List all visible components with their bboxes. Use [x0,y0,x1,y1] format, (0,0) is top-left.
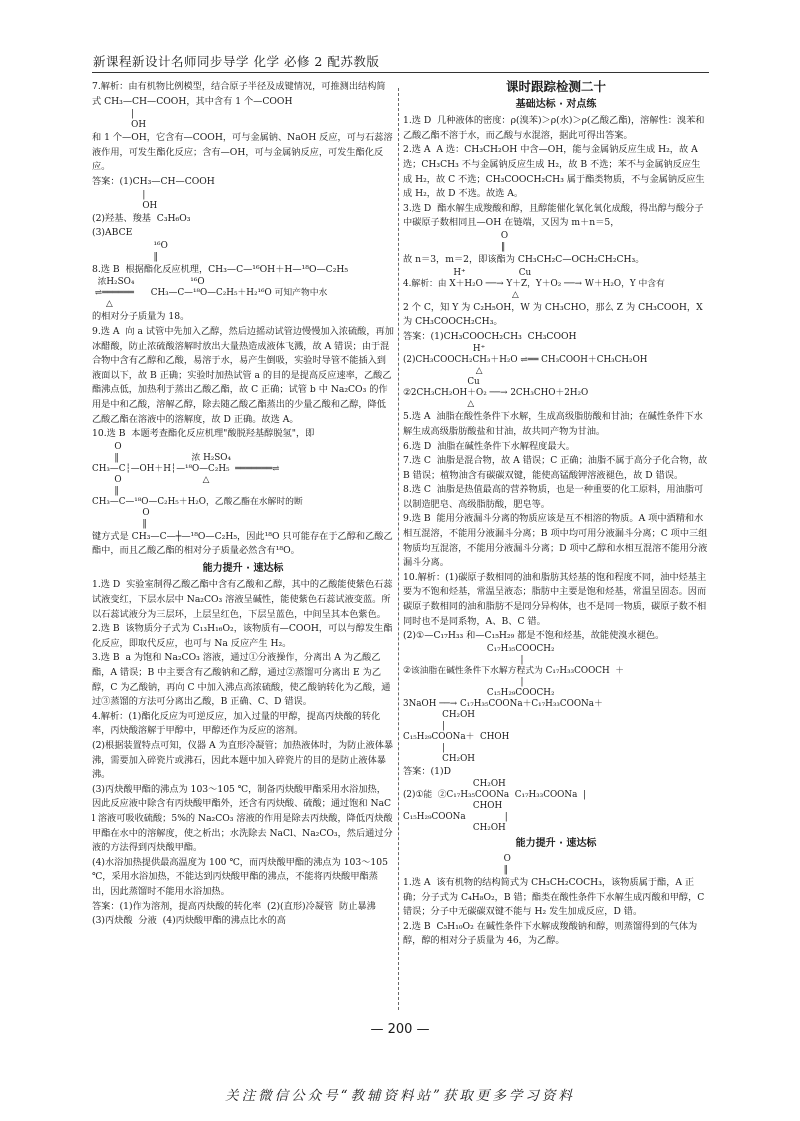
page-number: — 200 — [370,1022,430,1037]
q7-answer-3: (3)ABCE [92,227,133,239]
q8-formula-top: ¹⁶O ‖ [153,240,168,262]
r9-text: 9.选 B 能用分液漏斗分离的物质应该是互不相溶的物质。A 项中酒精和水相互混溶，不能用分液漏斗分离；B 项中均可用分液漏斗分离；C 项中三组物质均互混溶，不能用分液漏斗分离；D 项中乙醇和水相互混溶不能用分液漏斗分离。 [403,513,708,569]
q8-text-2: 的相对分子质量为 18。 [92,311,190,323]
c4-answer: 答案：(1)作为溶剂，提高丙炔酸的转化率 (2)(直形)冷凝管 防止暴沸 (3)丙炔酸 分液 (4)丙炔酸甲酯的沸点比水的高 [92,900,382,927]
q9-text: 9.选 A 向 a 试管中先加入乙醇，然后边摇动试管边慢慢加入浓硫酸，再加冰醋酸，防止浓硫酸溶解时放出大量热造成液体飞溅，故 A 错误；由于混合物中含有乙醇和乙酸，易溶于水，易产生倒吸，实验时导管不能插入到液面以下，故 B 正确；实验时加热试管 a 的目的是提高反应速率，乙酸乙酯沸点低，加热利于蒸出乙酸乙酯，故 C 正确；试管 b 中 Na₂CO₃ 的作用是中和乙酸，溶解乙醇，除去随乙酸乙酯蒸出的少量乙酸和乙醇，降低乙酸乙酯在溶液中的溶解度，故 D 正确。故选 A。 [92,325,394,425]
q7-formula: | OH [131,109,147,131]
worksheet-title: 课时跟踪检测二十 [505,79,606,94]
column-divider [398,88,399,1010]
q7-answer-2: (2)羟基、羧基 C₃H₆O₃ [92,212,191,224]
c1-text: 1.选 D 实验室制得乙酸乙酯中含有乙酸和乙醇，其中的乙酸能使紫色石蕊试液变红，下层水层中 Na₂CO₃ 溶液呈碱性，能使紫色石蕊试液变蓝。所以石蕊试液分为三层环，上层呈红色，下层呈蓝色，中间呈其本色紫色。 [92,579,393,620]
a2-text: 2.选 B C₅H₁₀O₂ 在碱性条件下水解成羧酸钠和醇，则蒸馏得到的气体为醇，醇的相对分子质量为 46，为乙醇。 [403,920,698,947]
a1-formula: O ‖ [503,854,511,875]
footer-note: 关注微信公众号“教辅资料站”获取更多学习资料 [225,1088,575,1104]
r4-answer: 答案：(1)CH₃COOCH₂CH₃ CH₃COOH [403,330,577,342]
q10-text-2: 键方式是 CH₃—C—┼—¹⁸O—C₂H₅，因此¹⁸O 只可能存在于乙醇和乙酸乙酯中，而且乙酸乙酯的相对分子质量必然含有¹⁸O。 [92,530,393,557]
r10-formula-2: 3NaOH ──→ C₁₇H₃₅COONa＋C₁₇H₃₃COONa＋ CH₂OH | C₁₅H₂₉COONa＋ CHOH | CH₂OH [403,698,603,764]
r3-text: 3.选 D 酯水解生成羧酸和醇，且醇能催化氧化氧化成酸，得出醇与酸分子中碳原子数相同且—OH 在链端，又因为 m＋n＝5， [403,202,704,229]
r10-formula-1: C₁₇H₃₅COOCH₂ | ②该油脂在碱性条件下水解方程式为 C₁₇H₃₃COOCH ＋ | C₁₅H₂₉COOCH₂ [403,643,625,698]
a1-text: 1.选 A 该有机物的结构简式为 CH₃CH₂COCH₃，该物质属于酯，A 正确；分子式为 C₄H₈O₂，B 错；酯类在酸性条件下水解生成丙酸和甲醇，C 错误；分子中无碳碳双键不能与 H₂ 发生加成反应，D 错。 [403,877,708,918]
r4-text: 2 个 C，知 Y 为 C₂H₅OH，W 为 CH₃CHO，那么 Z 为 CH₃COOH，X 为 CH₃COOCH₂CH₃。 [403,301,706,328]
q7-answer-formula: | OH [142,189,158,211]
c3-text: 3.选 B a 为饱和 Na₂CO₃ 溶液，通过①分液操作，分离出 A 为乙酸乙酯，A 错误；B 中主要含有乙酸钠和乙醇，通过②蒸馏可分离出 E 为乙醇，C 为乙酸钠，再向 C 中加入沸点高浓硫酸，使乙酸钠转化为乙酸，通过③蒸馏的方法可分离出乙酸，B 正确、C、D 错误。 [92,652,391,708]
r5-text: 5.选 A 油脂在酸性条件下水解，生成高级脂肪酸和甘油；在碱性条件下水解生成高级脂肪酸盐和甘油，故共同产物为甘油。 [403,411,703,437]
running-header: 新课程新设计名师同步导学 化学 必修 2 配苏教版 [93,54,380,69]
r10-answer: 答案：(1)D [403,765,451,777]
left-column [92,80,394,929]
r4-answer-formula: H⁺ (2)CH₃COOCH₂CH₃＋H₂O ⇌══ CH₃COOH＋CH₃CH₂OH △ Cu ②2CH₃CH₂OH＋O₂ ──→ 2CH₃CHO＋2H₂O △ [403,344,648,410]
r7-text: 7.选 C 油脂是混合物，故 A 错误；C 正确；油脂不属于高分子化合物，故 B 错误；植物油含有碳碳双键，能使高锰酸钾溶液褪色，故 D 错误。 [403,455,711,481]
c2-text: 2.选 B 该物质分子式为 C₁₃H₁₆O₂，该物质有—COOH，可以与醇发生酯化反应，即取代反应，也可与 Na 反应产生 H₂。 [92,623,393,649]
c4-text-4: (4)水浴加热提供最高温度为 100 ℃，而丙炔酸甲酯的沸点为 103～105 ℃，采用水浴加热，不能达到丙炔酸甲酯的沸点，不能将丙炔酸甲酯蒸出，因此蒸馏时不能用水浴加热。 [92,856,391,897]
r10-answer-formula: CH₂OH (2)①能 ②C₁₇H₃₅COONa C₁₇H₃₃COONa | CHOH C₁₅H₂₉COONa | CH₂OH [403,779,586,834]
r10-text-2: (2)①—C₁₇H₃₃ 和—C₁₅H₂₉ 都是不饱和烃基，故能使溴水褪色。 [403,630,665,642]
q7-text-2: 和 1 个—OH，它含有—COOH，可与金属钠、NaOH 反应，可与石蕊溶液作用，可发生酯化反应；含有—OH，可与金属钠反应，可发生酯化反应。 [92,132,393,173]
header-rule [92,72,709,73]
r8-text: 8.选 C 油脂是热值最高的营养物质，也是一种重要的化工原料，用油脂可以制造肥皂、高级脂肪酸，肥皂等。 [403,484,704,510]
q7-answer: 答案：(1)CH₃—CH—COOH [92,175,215,187]
q10-formula: O ‖ 浓 H₂SO₄ CH₃—C┆—OH＋H┆—¹⁸O—C₂H₅ ═══════⇌ O △ ‖ CH₃—C—¹⁸O—C₂H₅＋H₂O，乙酸乙酯在水解时的断 O ‖ [92,441,303,529]
r2-text: 2.选 A A 选：CH₃CH₂OH 中含—OH，能与金属钠反应生成 H₂，故 A 选；CH₃CH₃ 不与金属钠反应生成 H₂，故 B 不选；苯不与金属钠反应生成 H₂，故 C 不选；CH₃COOCH₂CH₃ 属于酯类物质，不与金属钠反应生成 H₂，故 D 不选。故选 A。 [403,144,705,200]
right-column [403,80,709,949]
r4-formula: H⁺ Cu 4.解析：由 X＋H₂O ──→ Y＋Z，Y＋O₂ ──→ W＋H₂O，Y 中含有 △ [403,267,665,300]
section-heading-advanced: 能力提升 · 速达标 [515,838,597,850]
section-heading-ability: 能力提升 · 速达标 [202,562,284,574]
r3-text-2: 故 n＝3，m＝2，即该酯为 CH₃CH₂C—OCH₂CH₂CH₃。 [403,253,645,265]
q8-formula: 浓H₂SO₄ ¹⁶O ⇌══════ CH₃—C—¹⁸O—C₂H₅＋H₂¹⁶O 可知产物中水 △ [94,277,328,310]
q10-text: 10.选 B 本题考查酯化反应机理"酸脱羟基醇脱氢"，即 [92,428,315,440]
r3-formula: O ‖ [500,230,509,252]
q8-text: 8.选 B 根据酯化反应机理，CH₃—C—¹⁶OH＋H—¹⁸O—C₂H₅ [92,263,349,275]
c4-text-3: (3)丙炔酸甲酯的沸点为 103～105 ℃，制备丙炔酸甲酯采用水浴加热，因此反应液中除含有丙炔酸甲酯外，还含有丙炔酸、硫酸；通过饱和 NaCl 溶液可吸收硫酸；5%的 Na₂CO₃ 溶液的作用是除去丙炔酸，降低丙炔酸甲酯在水中的溶解度，使之析出；水洗除去 NaCl、Na₂CO₃，然后通过分液的方法得到丙炔酸甲酯。 [92,783,393,854]
section-heading-basic: 基础达标 · 对点练 [515,98,597,110]
q7-text: 7.解析：由有机物比例模型，结合原子半径及成键情况，可推测出结构简式 CH₃—CH—COOH，其中含有 1 个—COOH [92,81,386,107]
c4-text-1: 4.解析：(1)酯化反应为可逆反应，加入过量的甲醇，提高丙炔酸的转化率，丙炔酸溶解于甲醇中，甲醇还作为反应的溶剂。 [92,710,381,737]
r10-text: 10.解析：(1)碳原子数相同的油和脂肪其烃基的饱和程度不同，油中烃基主要为不饱和烃基，常温呈液态；脂肪中主要是饱和烃基，常温呈固态。因而碳原子数相同的油和脂肪不是同分异构体，也不是同一物质，碳原子数不相同时也不是同系物，A、B、C 错。 [403,571,707,627]
c4-text-2: (2)根据装置特点可知，仪器 A 为直形冷凝管；加热液体时，为防止液体暴沸，需要加入碎瓷片或沸石，因此本题中加入碎瓷片的目的是防止液体暴沸。 [92,740,394,781]
r1-text: 1.选 D 几种液体的密度：ρ(溴苯)＞ρ(水)＞ρ(乙酸乙酯)，溶解性：溴苯和乙酸乙酯不溶于水，而乙酸与水混溶，据此可得出答案。 [403,115,705,141]
r6-text: 6.选 D 油脂在碱性条件下水解程度最大。 [403,440,575,452]
